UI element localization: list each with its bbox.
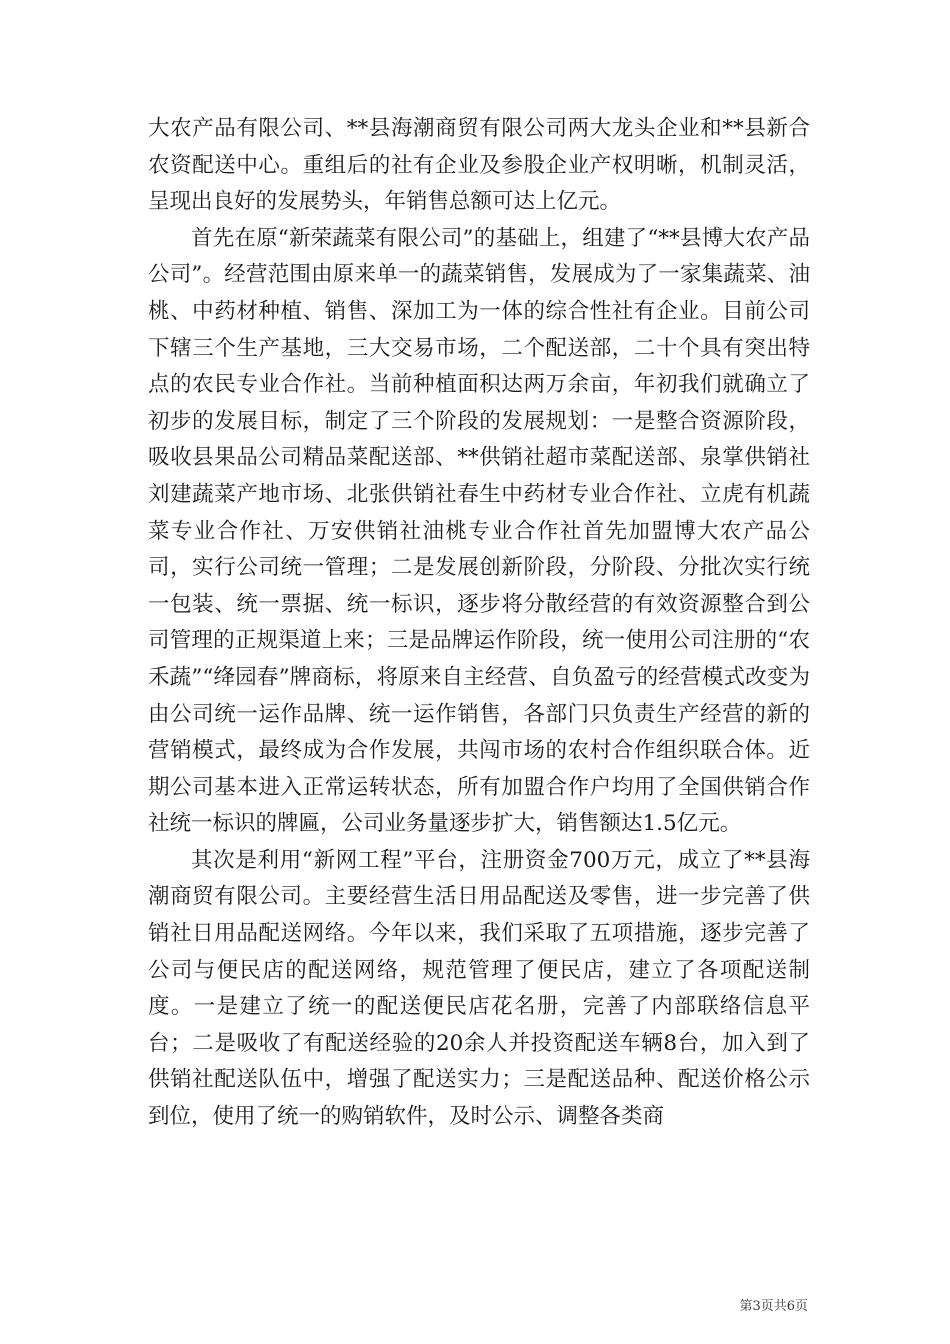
paragraph-1: 大农产品有限公司、**县海潮商贸有限公司两大龙头企业和**县新合农资配送中心。重组后的社有企业及参股企业产权明晰，机制灵活，呈现出良好的发展势头，年销售总额可达上亿元。	[148, 116, 810, 215]
document-body	[148, 111, 810, 1136]
paragraph-3: 其次是利用“新网工程”平台，注册资金700万元，成立了**县海潮商贸有限公司。主要经营生活日用品配送及零售，进一步完善了供销社日用品配送网络。今年以来，我们采取了五项措施，逐步完善了公司与便民店的配送网络，规范管理了便民店，建立了各项配送制度。一是建立了统一的配送便民店花名册，完善了内部联络信息平台；二是吸收了有配送经验的20余人并投资配送车辆8台，加入到了供销社配送队伍中，增强了配送实力；三是配送品种、配送价格公示到位，使用了统一的购销软件，及时公示、调整各类商	[148, 847, 810, 1130]
paragraph-2: 首先在原“新荣蔬菜有限公司”的基础上，组建了“**县博大农产品公司”。经营范围由原来单一的蔬菜销售，发展成为了一家集蔬菜、油桃、中药材种植、销售、深加工为一体的综合性社有企业。目前公司下辖三个生产基地，三大交易市场，二个配送部，二十个具有突出特点的农民专业合作社。当前种植面积达两万余亩，年初我们就确立了初步的发展目标，制定了三个阶段的发展规划：一是整合资源阶段，吸收县果品公司精品菜配送部、**供销社超市菜配送部、泉掌供销社刘建蔬菜产地市场、北张供销社春生中药材专业合作社、立虎有机蔬菜专业合作社、万安供销社油桃专业合作社首先加盟博大农产品公司，实行公司统一管理；二是发展创新阶段，分阶段、分批次实行统一包装、统一票据、统一标识，逐步将分散经营的有效资源整合到公司管理的正规渠道上来；三是品牌运作阶段，统一使用公司注册的“农禾蔬”“绛园春”牌商标，将原来自主经营、自负盈亏的经营模式改变为由公司统一运作品牌、统一运作销售，各部门只负责生产经营的新的营销模式，最终成为合作发展，共闯市场的农村合作组织联合体。近期公司基本进入正常运转状态，所有加盟合作户均用了全国供销合作社统一标识的牌匾，公司业务量逐步扩大，销售额达1.5亿元。	[148, 225, 810, 837]
page-number-footer: 第3页共6页	[739, 1299, 808, 1314]
